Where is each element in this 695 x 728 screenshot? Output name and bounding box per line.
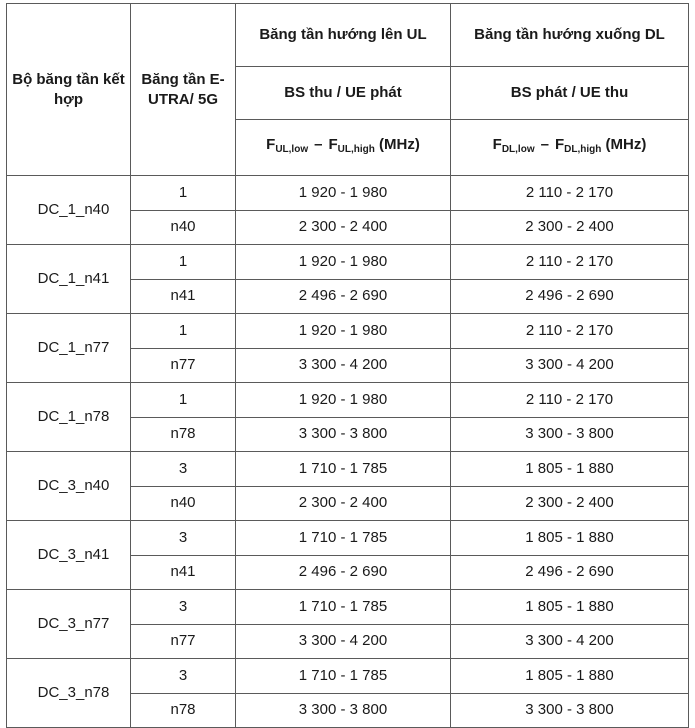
uplink-range-cell: 1 710 - 1 785 [236,590,451,625]
band-cell: 1 [131,176,236,211]
uplink-range-cell: 1 710 - 1 785 [236,452,451,487]
downlink-range-cell: 2 110 - 2 170 [451,314,689,349]
ul-low-subscript: UL,low [275,144,309,155]
ul-dash: – [314,136,323,153]
ul-high-subscript: UL,high [337,144,375,155]
band-cell: n40 [131,210,236,245]
combo-header: Bộ băng tần kết hợp [7,4,131,176]
table-header [7,4,689,176]
table-row [7,245,689,280]
downlink-range-cell: 3 300 - 4 200 [451,348,689,383]
uplink-range-cell: 2 496 - 2 690 [236,279,451,314]
band-cell: 3 [131,590,236,625]
uplink-range-cell: 3 300 - 3 800 [236,693,451,728]
uplink-range-cell: 2 496 - 2 690 [236,555,451,590]
downlink-role-header: BS phát / UE thu [451,67,689,120]
downlink-range-cell: 2 496 - 2 690 [451,279,689,314]
downlink-range-cell: 2 300 - 2 400 [451,486,689,521]
combo-cell: DC_3_n40 [7,452,131,521]
uplink-range-cell: 1 920 - 1 980 [236,245,451,280]
combo-cell: DC_1_n41 [7,245,131,314]
dl-high-letter: F [554,136,565,153]
combo-cell: DC_1_n78 [7,383,131,452]
table-body [7,176,689,728]
uplink-range-cell: 1 710 - 1 785 [236,521,451,556]
table-row [7,521,689,556]
dl-dash: – [540,136,549,153]
band-cell: n41 [131,555,236,590]
band-cell: n77 [131,348,236,383]
ul-low-letter: F [266,136,276,153]
dl-unit: (MHz) [601,136,647,153]
uplink-range-cell: 2 300 - 2 400 [236,486,451,521]
downlink-range-cell: 1 805 - 1 880 [451,659,689,694]
band-cell: 1 [131,245,236,280]
band-header: Băng tần E-UTRA/ 5G [131,4,236,176]
combo-cell: DC_3_n78 [7,659,131,728]
band-cell: 3 [131,521,236,556]
combo-cell: DC_3_n41 [7,521,131,590]
combo-cell: DC_1_n40 [7,176,131,245]
ul-unit: (MHz) [374,136,420,153]
table-row [7,314,689,349]
downlink-range-cell: 2 110 - 2 170 [451,176,689,211]
downlink-range-cell: 1 805 - 1 880 [451,452,689,487]
uplink-range-cell: 2 300 - 2 400 [236,210,451,245]
band-cell: n78 [131,693,236,728]
table-row [7,590,689,625]
uplink-range-cell: 1 920 - 1 980 [236,314,451,349]
band-cell: n77 [131,624,236,659]
downlink-range-cell: 2 110 - 2 170 [451,245,689,280]
uplink-role-header: BS thu / UE phát [236,67,451,120]
combo-cell: DC_1_n77 [7,314,131,383]
dl-high-subscript: DL,high [564,144,602,155]
band-cell: n41 [131,279,236,314]
band-cell: 1 [131,314,236,349]
band-cell: n40 [131,486,236,521]
downlink-header: Băng tần hướng xuống DL [451,4,689,67]
downlink-range-cell: 3 300 - 3 800 [451,693,689,728]
downlink-frequency-header [451,120,689,176]
uplink-header: Băng tần hướng lên UL [236,4,451,67]
downlink-range-cell: 2 110 - 2 170 [451,383,689,418]
uplink-range-cell: 3 300 - 4 200 [236,348,451,383]
combo-cell: DC_3_n77 [7,590,131,659]
table-row [7,176,689,211]
uplink-frequency-header [236,120,451,176]
ul-high-letter: F [328,136,338,153]
table-row [7,383,689,418]
table-row [7,659,689,694]
dl-low-subscript: DL,low [501,144,535,155]
downlink-range-cell: 2 496 - 2 690 [451,555,689,590]
band-cell: n78 [131,417,236,452]
downlink-range-cell: 1 805 - 1 880 [451,590,689,625]
uplink-range-cell: 3 300 - 3 800 [236,417,451,452]
uplink-range-cell: 1 710 - 1 785 [236,659,451,694]
uplink-range-cell: 1 920 - 1 980 [236,383,451,418]
dl-low-letter: F [492,136,502,153]
table-row [7,452,689,487]
uplink-range-cell: 1 920 - 1 980 [236,176,451,211]
band-cell: 3 [131,452,236,487]
frequency-band-table [6,3,689,728]
band-cell: 1 [131,383,236,418]
downlink-range-cell: 2 300 - 2 400 [451,210,689,245]
band-cell: 3 [131,659,236,694]
downlink-range-cell: 3 300 - 4 200 [451,624,689,659]
downlink-range-cell: 3 300 - 3 800 [451,417,689,452]
uplink-range-cell: 3 300 - 4 200 [236,624,451,659]
downlink-range-cell: 1 805 - 1 880 [451,521,689,556]
